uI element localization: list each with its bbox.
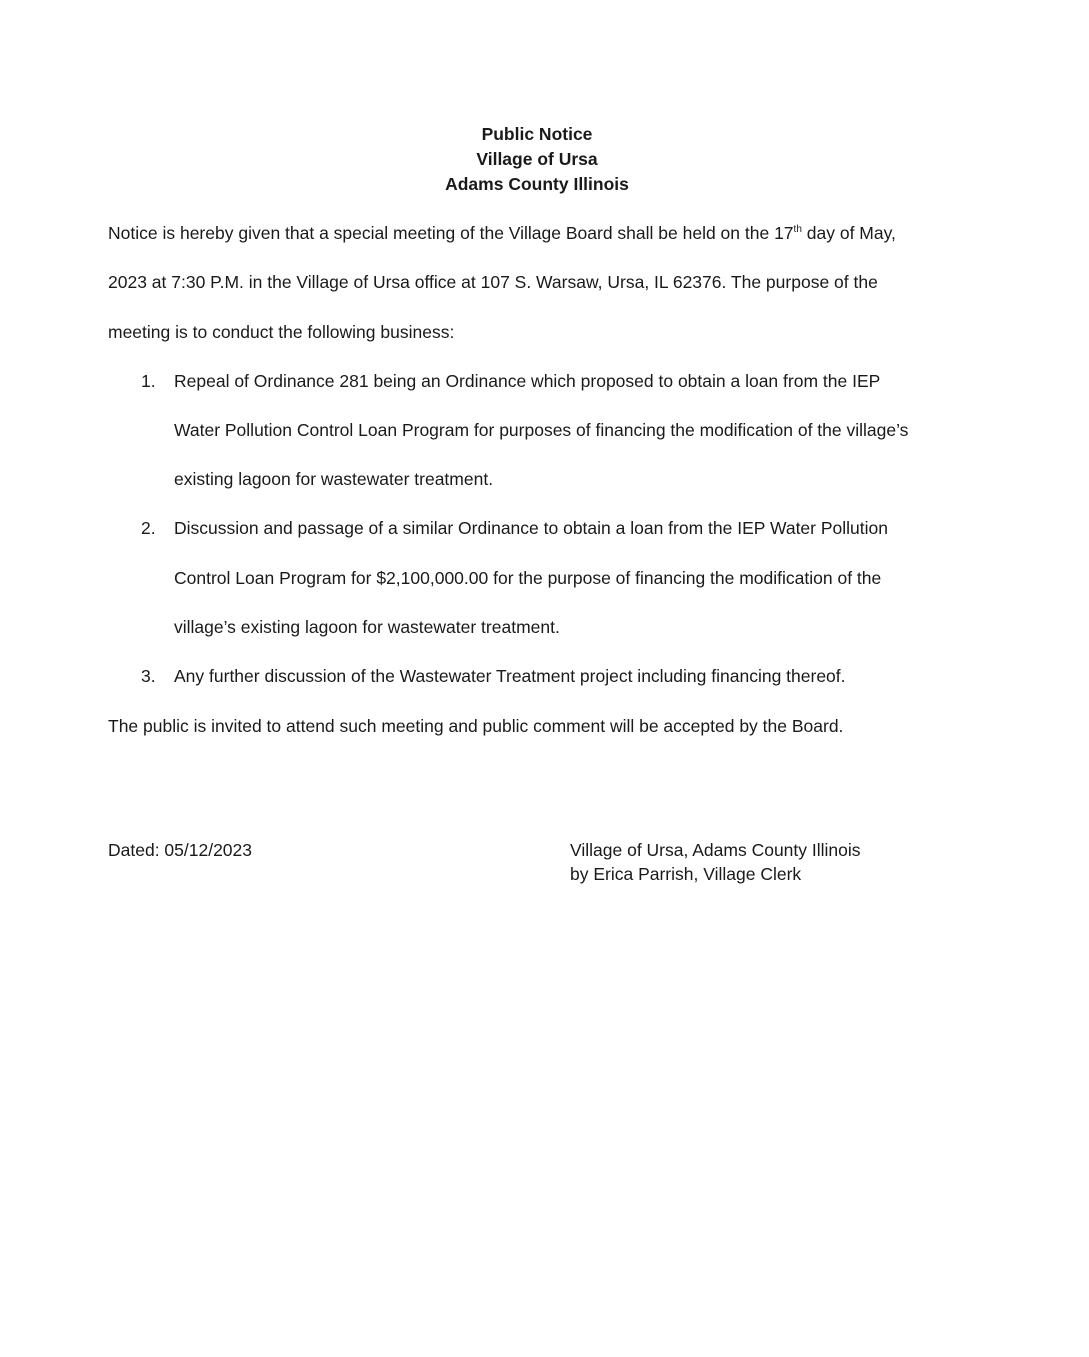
list-item-1-line-1: Repeal of Ordinance 281 being an Ordinance which proposed to obtain a loan from the IEP: [174, 371, 881, 391]
list-item-number: 3.: [141, 666, 156, 686]
dated-line: Dated: 05/12/2023: [108, 840, 253, 860]
signature-line-1: Village of Ursa, Adams County Illinois: [570, 840, 861, 860]
list-item-2-line-2: Control Loan Program for $2,100,000.00 for the purpose of financing the modification of the: [174, 568, 882, 588]
intro-line-1-text: Notice is hereby given that a special meeting of the Village Board shall be held on the 17: [108, 223, 794, 243]
list-item-number: 2.: [141, 518, 156, 538]
list-item-2-line-3: village’s existing lagoon for wastewater treatment.: [174, 617, 560, 637]
village-name: Village of Ursa: [476, 149, 598, 169]
county-name: Adams County Illinois: [445, 174, 629, 194]
intro-line-1-end: day of May,: [801, 223, 896, 243]
notice-title: Public Notice: [481, 124, 593, 144]
list-item-2-line-1: Discussion and passage of a similar Ordinance to obtain a loan from the IEP Water Pollution: [174, 518, 888, 538]
ordinal-suffix: th: [793, 224, 802, 236]
signature-line-2: by Erica Parrish, Village Clerk: [570, 864, 802, 884]
list-item-1-line-3: existing lagoon for wastewater treatment.: [174, 469, 494, 489]
list-item-number: 1.: [141, 371, 156, 391]
intro-line-2: 2023 at 7:30 P.M. in the Village of Ursa office at 107 S. Warsaw, Ursa, IL 62376. The purpose of the: [108, 272, 878, 292]
intro-line-3: meeting is to conduct the following business:: [108, 322, 455, 342]
closing-statement: The public is invited to attend such meeting and public comment will be accepted by the Board.: [108, 716, 844, 736]
list-item-3-line-1: Any further discussion of the Wastewater Treatment project including financing thereof.: [174, 666, 846, 686]
intro-line-1: [108, 221, 896, 245]
list-item-1-line-2: Water Pollution Control Loan Program for purposes of financing the modification of the village’s: [174, 420, 909, 440]
